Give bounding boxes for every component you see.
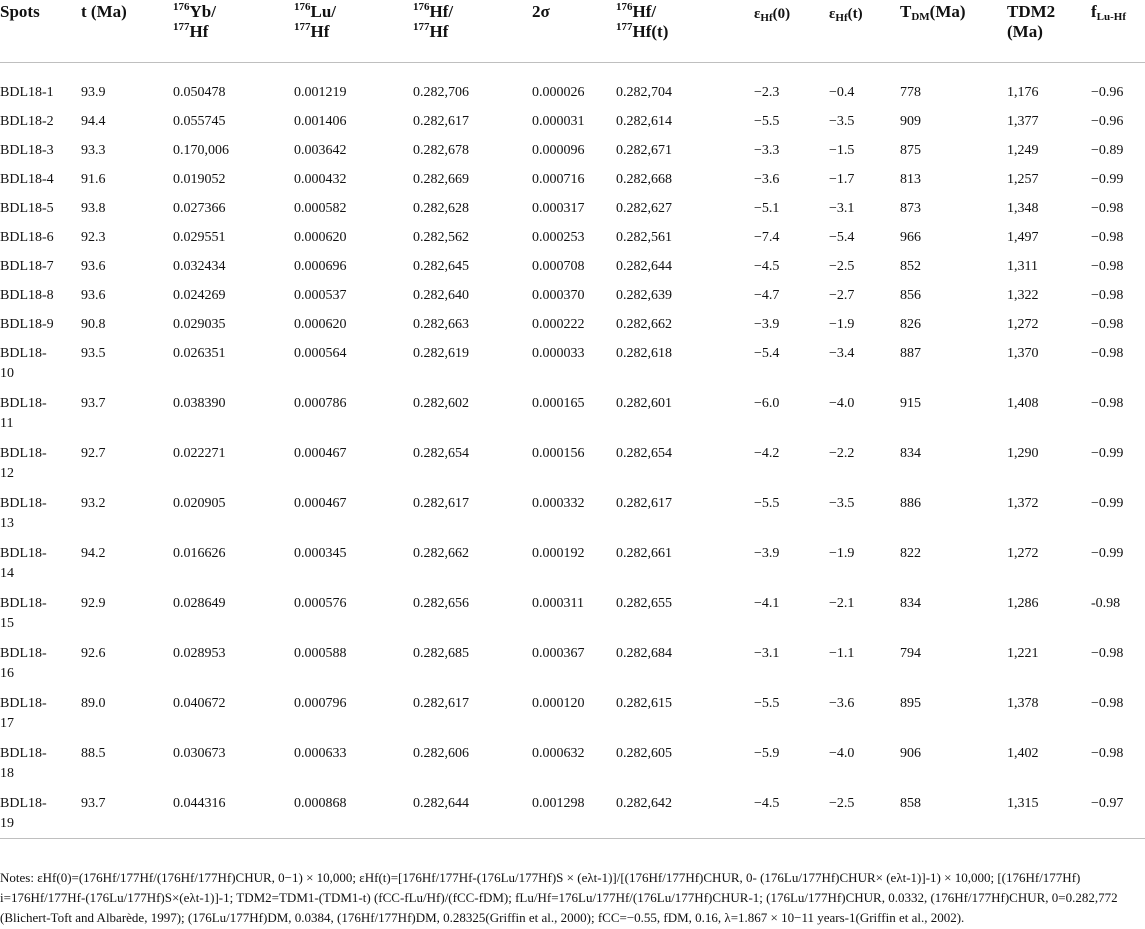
cell-lu-hf: 0.000432 [294,172,347,187]
cell-hf-hf-t: 0.282,615 [616,696,672,711]
cell-lu-hf: 0.000620 [294,317,347,332]
cell-tdm: 834 [900,446,921,461]
cell-lu-hf: 0.000345 [294,546,347,561]
cell-ehft: −4.0 [829,396,855,411]
cell-tdm: 794 [900,646,921,661]
cell-two-sigma: 0.000716 [532,172,585,187]
cell-hf-hf: 0.282,656 [413,596,469,611]
col-hf-hf: $^{176}$Hf/ $^{177}$Hf [413,0,532,63]
cell-ehf0: −4.7 [754,288,780,303]
cell-ehft: −1.5 [829,143,855,158]
cell-spot: BDL18- 18 [0,746,47,781]
cell-t-ma: 88.5 [81,746,106,761]
cell-hf-hf-t: 0.282,661 [616,546,672,561]
cell-yb-hf: 0.032434 [173,259,226,274]
cell-ehft: −2.5 [829,794,900,839]
cell-tdm2: 1,290 [1007,446,1039,461]
cell-tdm: 822 [900,546,921,561]
cell-lu-hf: 0.003642 [294,143,347,158]
cell-hf-hf: 0.282,644 [413,794,532,839]
table-row [0,344,1145,394]
cell-t-ma: 94.4 [81,114,106,129]
cell-f-lu-hf: −0.99 [1091,546,1124,561]
cell-ehf0: −3.9 [754,317,780,332]
cell-spot: BDL18- 17 [0,696,47,731]
table-row [0,63,1145,113]
cell-hf-hf: 0.282,654 [413,446,469,461]
cell-yb-hf: 0.026351 [173,346,226,361]
cell-tdm: 826 [900,317,921,332]
cell-hf-hf: 0.282,617 [413,114,469,129]
cell-two-sigma: 0.000120 [532,696,585,711]
cell-two-sigma: 0.000222 [532,317,585,332]
table-row [0,794,1145,839]
cell-yb-hf: 0.055745 [173,114,226,129]
cell-lu-hf: 0.001219 [294,85,347,100]
cell-lu-hf: 0.000786 [294,396,347,411]
cell-yb-hf: 0.040672 [173,696,226,711]
cell-f-lu-hf: −0.99 [1091,446,1124,461]
cell-yb-hf: 0.044316 [173,794,294,839]
cell-f-lu-hf: −0.98 [1091,646,1124,661]
cell-spot: BDL18-7 [0,259,54,274]
cell-lu-hf: 0.000576 [294,596,347,611]
cell-hf-hf-t: 0.282,642 [616,794,754,839]
cell-tdm2: 1,377 [1007,114,1039,129]
cell-hf-hf-t: 0.282,561 [616,230,672,245]
cell-ehft: −3.6 [829,696,855,711]
cell-hf-hf: 0.282,606 [413,746,469,761]
cell-tdm: 858 [900,794,1007,839]
cell-hf-hf-t: 0.282,668 [616,172,672,187]
col-lu-hf: $^{176}$Lu/ $^{177}$Hf [294,0,413,63]
cell-ehft: −0.4 [829,85,855,100]
cell-two-sigma: 0.000026 [532,85,585,100]
table-row [0,644,1145,694]
cell-tdm2: 1,497 [1007,230,1039,245]
cell-tdm2: 1,348 [1007,201,1039,216]
cell-lu-hf: 0.000467 [294,446,347,461]
cell-spot: BDL18- 16 [0,646,47,681]
cell-hf-hf: 0.282,602 [413,396,469,411]
cell-tdm2: 1,176 [1007,85,1039,100]
table-row [0,141,1145,170]
cell-hf-hf-t: 0.282,614 [616,114,672,129]
cell-t-ma: 93.7 [81,396,106,411]
cell-two-sigma: 0.000332 [532,496,585,511]
cell-ehf0: −7.4 [754,230,780,245]
cell-ehft: −4.0 [829,746,855,761]
table-row [0,228,1145,257]
cell-two-sigma: 0.000096 [532,143,585,158]
cell-f-lu-hf: −0.99 [1091,172,1124,187]
cell-tdm: 886 [900,496,921,511]
cell-tdm: 909 [900,114,921,129]
cell-lu-hf: 0.000868 [294,794,413,839]
cell-t-ma: 93.5 [81,346,106,361]
cell-hf-hf-t: 0.282,644 [616,259,672,274]
cell-f-lu-hf: −0.96 [1091,85,1124,100]
cell-t-ma: 92.6 [81,646,106,661]
cell-ehf0: −4.1 [754,596,780,611]
cell-tdm2: 1,257 [1007,172,1039,187]
cell-two-sigma: 0.000253 [532,230,585,245]
cell-spot: BDL18- 11 [0,396,47,431]
cell-yb-hf: 0.029551 [173,230,226,245]
cell-hf-hf-t: 0.282,617 [616,496,672,511]
cell-tdm2: 1,249 [1007,143,1039,158]
cell-yb-hf: 0.050478 [173,85,226,100]
cell-tdm2: 1,286 [1007,596,1039,611]
cell-tdm2: 1,372 [1007,496,1039,511]
cell-t-ma: 89.0 [81,696,106,711]
cell-spot: BDL18-6 [0,230,54,245]
col-tdm: $T_{DM}(Ma)$ [900,0,1007,63]
cell-ehf0: −3.9 [754,546,780,561]
cell-tdm2: 1,402 [1007,746,1039,761]
cell-t-ma: 90.8 [81,317,106,332]
cell-ehf0: −5.5 [754,496,780,511]
cell-spot: BDL18- 10 [0,346,47,381]
cell-spot: BDL18- 14 [0,546,47,581]
cell-t-ma: 93.9 [81,85,106,100]
cell-lu-hf: 0.000537 [294,288,347,303]
cell-t-ma: 91.6 [81,172,106,187]
cell-yb-hf: 0.170,006 [173,143,229,158]
cell-spot: BDL18- 12 [0,446,47,481]
table-row [0,594,1145,644]
cell-hf-hf: 0.282,617 [413,696,469,711]
cell-t-ma: 92.3 [81,230,106,245]
cell-ehft: −3.1 [829,201,855,216]
cell-ehf0: −5.5 [754,114,780,129]
cell-ehf0: −5.5 [754,696,780,711]
col-t-ma: t (Ma) [81,0,173,63]
cell-t-ma: 92.9 [81,596,106,611]
table-row [0,394,1145,444]
cell-t-ma: 93.6 [81,288,106,303]
cell-yb-hf: 0.028649 [173,596,226,611]
cell-ehf0: −5.1 [754,201,780,216]
cell-spot: BDL18-9 [0,317,54,332]
cell-yb-hf: 0.029035 [173,317,226,332]
cell-ehf0: −4.2 [754,446,780,461]
cell-two-sigma: 0.000311 [532,596,584,611]
cell-ehft: −5.4 [829,230,855,245]
cell-f-lu-hf: −0.98 [1091,696,1124,711]
cell-spot: BDL18-8 [0,288,54,303]
col-yb-hf: $^{176}$Yb/ $^{177}$Hf [173,0,294,63]
cell-lu-hf: 0.000620 [294,230,347,245]
table-row [0,315,1145,344]
cell-hf-hf-t: 0.282,654 [616,446,672,461]
table-row [0,286,1145,315]
cell-hf-hf-t: 0.282,662 [616,317,672,332]
cell-ehft: −2.7 [829,288,855,303]
cell-two-sigma: 0.000632 [532,746,585,761]
cell-t-ma: 93.6 [81,259,106,274]
cell-hf-hf-t: 0.282,639 [616,288,672,303]
cell-hf-hf-t: 0.282,704 [616,85,672,100]
cell-t-ma: 93.7 [81,794,173,839]
cell-spot: BDL18-1 [0,85,54,100]
cell-two-sigma: 0.000317 [532,201,585,216]
cell-ehft: −2.1 [829,596,855,611]
cell-lu-hf: 0.000582 [294,201,347,216]
table-row [0,257,1145,286]
cell-hf-hf-t: 0.282,671 [616,143,672,158]
cell-two-sigma: 0.000370 [532,288,585,303]
col-ehft: $\varepsilon_{Hf}(t)$ [829,0,900,63]
cell-ehf0: −4.5 [754,259,780,274]
cell-lu-hf: 0.000696 [294,259,347,274]
cell-yb-hf: 0.016626 [173,546,226,561]
cell-f-lu-hf: −0.98 [1091,259,1124,274]
cell-hf-hf-t: 0.282,601 [616,396,672,411]
cell-hf-hf-t: 0.282,618 [616,346,672,361]
cell-yb-hf: 0.027366 [173,201,226,216]
cell-ehf0: −2.3 [754,85,780,100]
cell-hf-hf-t: 0.282,684 [616,646,672,661]
cell-yb-hf: 0.030673 [173,746,226,761]
cell-tdm: 895 [900,696,921,711]
cell-f-lu-hf: −0.96 [1091,114,1124,129]
cell-tdm2: 1,272 [1007,317,1039,332]
cell-hf-hf: 0.282,645 [413,259,469,274]
cell-ehf0: −3.6 [754,172,780,187]
cell-tdm: 852 [900,259,921,274]
cell-ehft: −1.7 [829,172,855,187]
cell-f-lu-hf: −0.98 [1091,317,1124,332]
cell-f-lu-hf: −0.98 [1091,346,1124,361]
cell-tdm: 966 [900,230,921,245]
cell-hf-hf: 0.282,640 [413,288,469,303]
col-tdm2: TDM2 (Ma) [1007,0,1091,63]
cell-tdm2: 1,311 [1007,259,1038,274]
cell-spot: BDL18- 19 [0,794,81,839]
cell-ehft: −2.5 [829,259,855,274]
cell-hf-hf: 0.282,663 [413,317,469,332]
table-row [0,170,1145,199]
cell-hf-hf: 0.282,619 [413,346,469,361]
cell-spot: BDL18-5 [0,201,54,216]
cell-tdm2: 1,221 [1007,646,1039,661]
cell-lu-hf: 0.001406 [294,114,347,129]
cell-yb-hf: 0.020905 [173,496,226,511]
table-notes: Notes: εHf(0)=(176Hf/177Hf/(176Hf/177Hf)CHUR, 0−1) × 10,000; εHf(t)=[176Hf/177Hf-(176Lu/177Hf)S × (eλt-1)]/[(176Hf/177Hf)CHUR, 0- (176Lu/177Hf)CHUR× (eλt-1)]-1) × 10,000; [(176Hf/177Hf) i=176Hf/177Hf-(176Lu/177Hf)S×(eλt-1)]-1; TDM2=TDM1-(TDM1-t) (fCC-fLu/Hf)/(fCC-fDM); fLu/Hf=176Lu/177Hf/(176Lu/177Hf)CHUR-1; (176Lu/177Hf)CHUR, 0.0332, (176Hf/177Hf)CHUR, 0=0.282,772 (Blichert-Toft and Albarède, 1997); (176Lu/177Hf)DM, 0.0384, (176Hf/177Hf)DM, 0.28325(Griffin et al., 2000); fCC=−0.55, fDM, 0.16, λ=1.867 × 10−11 years-1(Griffin et al., 2002). [0,870,1118,925]
col-ehf0: $\varepsilon_{Hf}(0)$ [754,0,829,63]
cell-tdm2: 1,322 [1007,288,1039,303]
cell-hf-hf: 0.282,662 [413,546,469,561]
cell-tdm: 873 [900,201,921,216]
cell-tdm: 813 [900,172,921,187]
cell-hf-hf-t: 0.282,655 [616,596,672,611]
cell-ehf0: −4.5 [754,794,829,839]
cell-spot: BDL18- 13 [0,496,47,531]
cell-tdm: 834 [900,596,921,611]
cell-ehf0: −5.4 [754,346,780,361]
cell-f-lu-hf: −0.89 [1091,143,1124,158]
cell-two-sigma: 0.000165 [532,396,585,411]
cell-yb-hf: 0.019052 [173,172,226,187]
table-row [0,494,1145,544]
cell-lu-hf: 0.000796 [294,696,347,711]
cell-two-sigma: 0.000033 [532,346,585,361]
col-hf-hf-t: $^{176}$Hf/ $^{177}$Hf(t) [616,0,754,63]
cell-f-lu-hf: −0.97 [1091,794,1145,839]
cell-f-lu-hf: −0.98 [1091,230,1124,245]
table-row [0,444,1145,494]
cell-t-ma: 92.7 [81,446,106,461]
col-spots: Spots [0,0,81,63]
cell-t-ma: 93.8 [81,201,106,216]
table-row [0,744,1145,794]
header-row [0,0,1145,63]
cell-hf-hf-t: 0.282,627 [616,201,672,216]
cell-hf-hf-t: 0.282,605 [616,746,672,761]
cell-f-lu-hf: −0.98 [1091,396,1124,411]
cell-two-sigma: 0.000156 [532,446,585,461]
table-body [0,63,1145,839]
cell-tdm: 778 [900,85,921,100]
cell-t-ma: 94.2 [81,546,106,561]
cell-tdm2: 1,408 [1007,396,1039,411]
cell-two-sigma: 0.001298 [532,794,616,839]
cell-tdm: 887 [900,346,921,361]
cell-f-lu-hf: −0.99 [1091,496,1124,511]
cell-yb-hf: 0.038390 [173,396,226,411]
table-row [0,112,1145,141]
cell-ehft: −3.4 [829,346,855,361]
cell-lu-hf: 0.000633 [294,746,347,761]
cell-ehft: −3.5 [829,496,855,511]
cell-hf-hf: 0.282,628 [413,201,469,216]
cell-hf-hf: 0.282,678 [413,143,469,158]
cell-ehf0: −5.9 [754,746,780,761]
cell-t-ma: 93.3 [81,143,106,158]
cell-ehft: −1.1 [829,646,855,661]
cell-f-lu-hf: −0.98 [1091,746,1124,761]
cell-spot: BDL18-4 [0,172,54,187]
cell-tdm: 856 [900,288,921,303]
cell-hf-hf: 0.282,617 [413,496,469,511]
cell-tdm2: 1,370 [1007,346,1039,361]
cell-tdm2: 1,315 [1007,794,1091,839]
cell-spot: BDL18-2 [0,114,54,129]
cell-tdm2: 1,378 [1007,696,1039,711]
cell-yb-hf: 0.028953 [173,646,226,661]
cell-two-sigma: 0.000708 [532,259,585,274]
cell-yb-hf: 0.024269 [173,288,226,303]
cell-ehf0: −3.1 [754,646,780,661]
cell-hf-hf: 0.282,669 [413,172,469,187]
cell-lu-hf: 0.000564 [294,346,347,361]
cell-tdm: 915 [900,396,921,411]
cell-two-sigma: 0.000367 [532,646,585,661]
cell-hf-hf: 0.282,706 [413,85,469,100]
cell-two-sigma: 0.000031 [532,114,585,129]
cell-tdm: 875 [900,143,921,158]
cell-yb-hf: 0.022271 [173,446,226,461]
cell-hf-hf: 0.282,562 [413,230,469,245]
cell-tdm2: 1,272 [1007,546,1039,561]
cell-ehf0: −6.0 [754,396,780,411]
cell-lu-hf: 0.000588 [294,646,347,661]
cell-hf-hf: 0.282,685 [413,646,469,661]
col-f-lu-hf: $f_{Lu-Hf}$ [1091,0,1145,63]
cell-t-ma: 93.2 [81,496,106,511]
cell-f-lu-hf: −0.98 [1091,288,1124,303]
table-row [0,544,1145,594]
cell-lu-hf: 0.000467 [294,496,347,511]
cell-f-lu-hf: -0.98 [1091,596,1121,611]
cell-ehft: −1.9 [829,546,855,561]
cell-ehft: −2.2 [829,446,855,461]
cell-spot: BDL18- 15 [0,596,47,631]
col-2sigma: 2σ [532,0,616,63]
cell-ehft: −3.5 [829,114,855,129]
cell-ehft: −1.9 [829,317,855,332]
cell-tdm: 906 [900,746,921,761]
cell-ehf0: −3.3 [754,143,780,158]
cell-f-lu-hf: −0.98 [1091,201,1124,216]
table-row [0,199,1145,228]
table-row [0,694,1145,744]
cell-two-sigma: 0.000192 [532,546,585,561]
cell-spot: BDL18-3 [0,143,54,158]
